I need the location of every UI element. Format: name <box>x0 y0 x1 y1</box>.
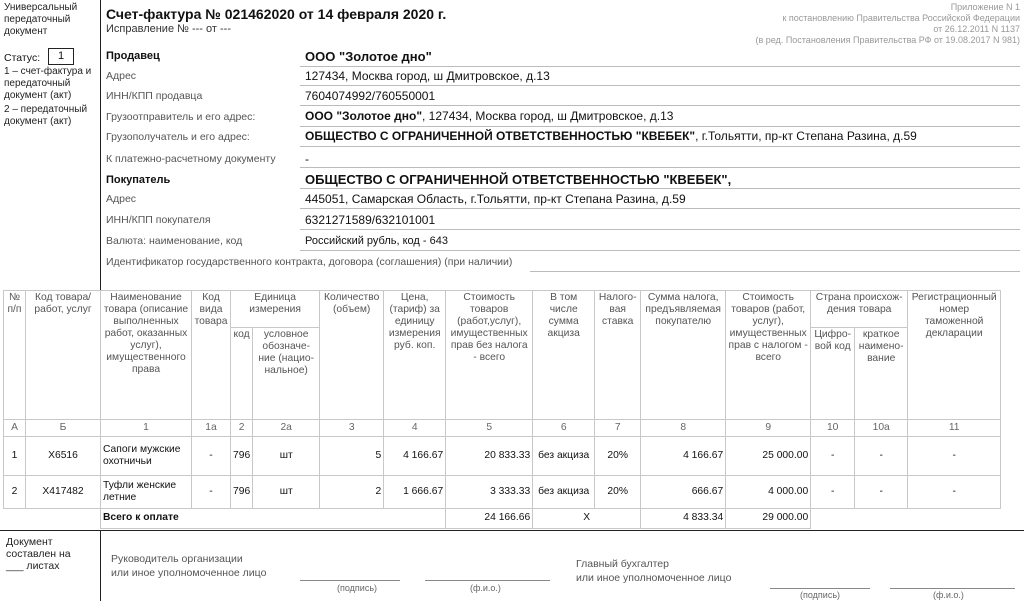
cell-unit-code: 796 <box>231 437 253 476</box>
column-number: 11 <box>908 420 1001 437</box>
cell-qty: 2 <box>320 476 384 509</box>
column-number: 7 <box>595 420 641 437</box>
document-type: Универсальный передаточный документ <box>4 2 78 37</box>
cell-kind: - <box>192 437 231 476</box>
doc-sheets-note: Документ составлен на ___ листах <box>6 536 71 572</box>
cell-unit-symbol: шт <box>253 437 320 476</box>
status-legend-2: 2 – передаточный документ (акт) <box>4 104 88 127</box>
status-value: 1 <box>48 48 74 65</box>
cell-price: 1 666.67 <box>384 476 446 509</box>
header-unit: Единица измерения <box>231 291 320 328</box>
shipper-value: ООО "Золотое дно", 127434, Москва город, ш Дмитровское, д.13 <box>305 109 674 123</box>
status-legend-1: 1 – счет-фактура и передаточный документ (акт) <box>4 66 92 101</box>
cell-total: 25 000.00 <box>726 437 811 476</box>
header-customs: Регистрационный номер таможенной декларации <box>908 291 1001 420</box>
header-name: Наименование товара (описание выполненных работ, оказанных услуг), имущественного права <box>101 291 192 420</box>
header-kind: Код вида товара <box>192 291 231 420</box>
items-table <box>3 290 1001 529</box>
cell-rate: 20% <box>595 476 641 509</box>
accountant-fio-caption: (ф.и.о.) <box>933 590 964 600</box>
column-number: А <box>4 420 26 437</box>
header-qty: Количество (объем) <box>320 291 384 420</box>
buyer-label: Покупатель <box>106 174 171 186</box>
total-tax: 4 833.34 <box>641 509 726 529</box>
header-code: Код товара/ работ, услуг <box>26 291 101 420</box>
total-excise: X <box>533 509 641 529</box>
table-row <box>4 476 1001 509</box>
status-label: Статус: <box>4 52 41 64</box>
header-country: Страна происхож- дения товара <box>811 291 908 328</box>
correction-line: Исправление № --- от --- <box>106 23 231 35</box>
cell-tax: 4 166.67 <box>641 437 726 476</box>
head-fio-caption: (ф.и.о.) <box>470 583 501 593</box>
cell-no: 2 <box>4 476 26 509</box>
cell-country-code: - <box>811 437 855 476</box>
buyer-address-label: Адрес <box>106 193 137 205</box>
total-row <box>4 509 1001 529</box>
column-number: 8 <box>641 420 726 437</box>
header-country-name: краткое наимено- вание <box>855 328 908 420</box>
header-no: № п/п <box>4 291 26 420</box>
cell-name: Туфли женские летние <box>101 476 192 509</box>
buyer-inn-label: ИНН/КПП покупателя <box>106 214 211 226</box>
cell-unit-symbol: шт <box>253 476 320 509</box>
cell-cost: 3 333.33 <box>446 476 533 509</box>
total-cost: 24 166.66 <box>446 509 533 529</box>
consignee-label: Грузополучатель и его адрес: <box>106 131 250 143</box>
cell-total: 4 000.00 <box>726 476 811 509</box>
consignee-value: ОБЩЕСТВО С ОГРАНИЧЕННОЙ ОТВЕТСТВЕННОСТЬЮ "КВЕБЕК", г.Тольятти, пр-кт Степана Разина, д.59 <box>305 129 917 143</box>
cell-code: Х6516 <box>26 437 101 476</box>
cell-unit-code: 796 <box>231 476 253 509</box>
accountant-signature-label: Главный бухгалтер или иное уполномоченное лицо <box>576 558 732 584</box>
header-total: Стоимость товаров (работ, услуг), имущественных прав с налогом - всего <box>726 291 811 420</box>
cell-country-name: - <box>855 437 908 476</box>
cell-excise: без акциза <box>533 476 595 509</box>
column-number: 4 <box>384 420 446 437</box>
column-number: 2а <box>253 420 320 437</box>
column-number: 1а <box>192 420 231 437</box>
header-rate: Налого- вая ставка <box>595 291 641 420</box>
seller-label: Продавец <box>106 50 160 62</box>
cell-country-code: - <box>811 476 855 509</box>
currency-label: Валюта: наименование, код <box>106 235 243 247</box>
buyer-value: ОБЩЕСТВО С ОГРАНИЧЕННОЙ ОТВЕТСТВЕННОСТЬЮ "КВЕБЕК", <box>305 172 732 187</box>
cell-customs: - <box>908 476 1001 509</box>
head-signature-label: Руководитель организации или иное уполномоченное лицо <box>111 553 267 579</box>
contract-label: Идентификатор государственного контракта, договора (соглашения) (при наличии) <box>106 256 513 268</box>
column-number: 2 <box>231 420 253 437</box>
header-cost: Стоимость товаров (работ,услуг), имущественных прав без налога - всего <box>446 291 533 420</box>
header-unit-code: код <box>231 328 253 420</box>
column-number: 9 <box>726 420 811 437</box>
column-number: 10а <box>855 420 908 437</box>
cell-excise: без акциза <box>533 437 595 476</box>
total-sum: 29 000.00 <box>726 509 811 529</box>
column-number: 6 <box>533 420 595 437</box>
payment-doc-value: - <box>305 152 309 166</box>
cell-rate: 20% <box>595 437 641 476</box>
header-price: Цена, (тариф) за единицу измерения руб. коп. <box>384 291 446 420</box>
header-tax: Сумма налога, предъявляемая покупателю <box>641 291 726 420</box>
header-unit-symbol: условное обозначе- ние (нацио- нальное) <box>253 328 320 420</box>
table-row <box>4 437 1001 476</box>
seller-inn-label: ИНН/КПП продавца <box>106 90 203 102</box>
cell-kind: - <box>192 476 231 509</box>
header-country-code: Цифро- вой код <box>811 328 855 420</box>
column-number: 10 <box>811 420 855 437</box>
seller-address-label: Адрес <box>106 70 137 82</box>
cell-cost: 20 833.33 <box>446 437 533 476</box>
head-sign-caption: (подпись) <box>337 583 378 593</box>
header-excise: В том числе сумма акциза <box>533 291 595 420</box>
payment-doc-label: К платежно-расчетному документу <box>106 153 276 165</box>
shipper-label: Грузоотправитель и его адрес: <box>106 111 256 123</box>
column-number: 3 <box>320 420 384 437</box>
cell-qty: 5 <box>320 437 384 476</box>
cell-code: Х417482 <box>26 476 101 509</box>
seller-value: ООО "Золотое дно" <box>305 49 432 64</box>
seller-inn: 7604074992/760550001 <box>305 89 436 103</box>
invoice-title: Счет-фактура № 021462020 от 14 февраля 2020 г. <box>106 6 447 22</box>
accountant-sign-caption: (подпись) <box>800 590 841 600</box>
buyer-inn: 6321271589/632101001 <box>305 213 436 227</box>
column-number: 5 <box>446 420 533 437</box>
total-label: Всего к оплате <box>101 509 446 529</box>
cell-no: 1 <box>4 437 26 476</box>
cell-price: 4 166.67 <box>384 437 446 476</box>
seller-address: 127434, Москва город, ш Дмитровское, д.13 <box>305 69 550 83</box>
cell-name: Сапоги мужские охотничьи <box>101 437 192 476</box>
currency-value: Российский рубль, код - 643 <box>305 235 448 247</box>
buyer-address: 445051, Самарская Область, г.Тольятти, пр-кт Степана Разина, д.59 <box>305 192 686 206</box>
cell-country-name: - <box>855 476 908 509</box>
cell-customs: - <box>908 437 1001 476</box>
cell-tax: 666.67 <box>641 476 726 509</box>
column-number: 1 <box>101 420 192 437</box>
column-number: Б <box>26 420 101 437</box>
appendix-note: Приложение N 1 к постановлению Правительства Российской Федерации от 26.12.2011 N 1137 (в ред. Постановления Правительства РФ от 19.08.2017 N 981) <box>755 2 1020 45</box>
